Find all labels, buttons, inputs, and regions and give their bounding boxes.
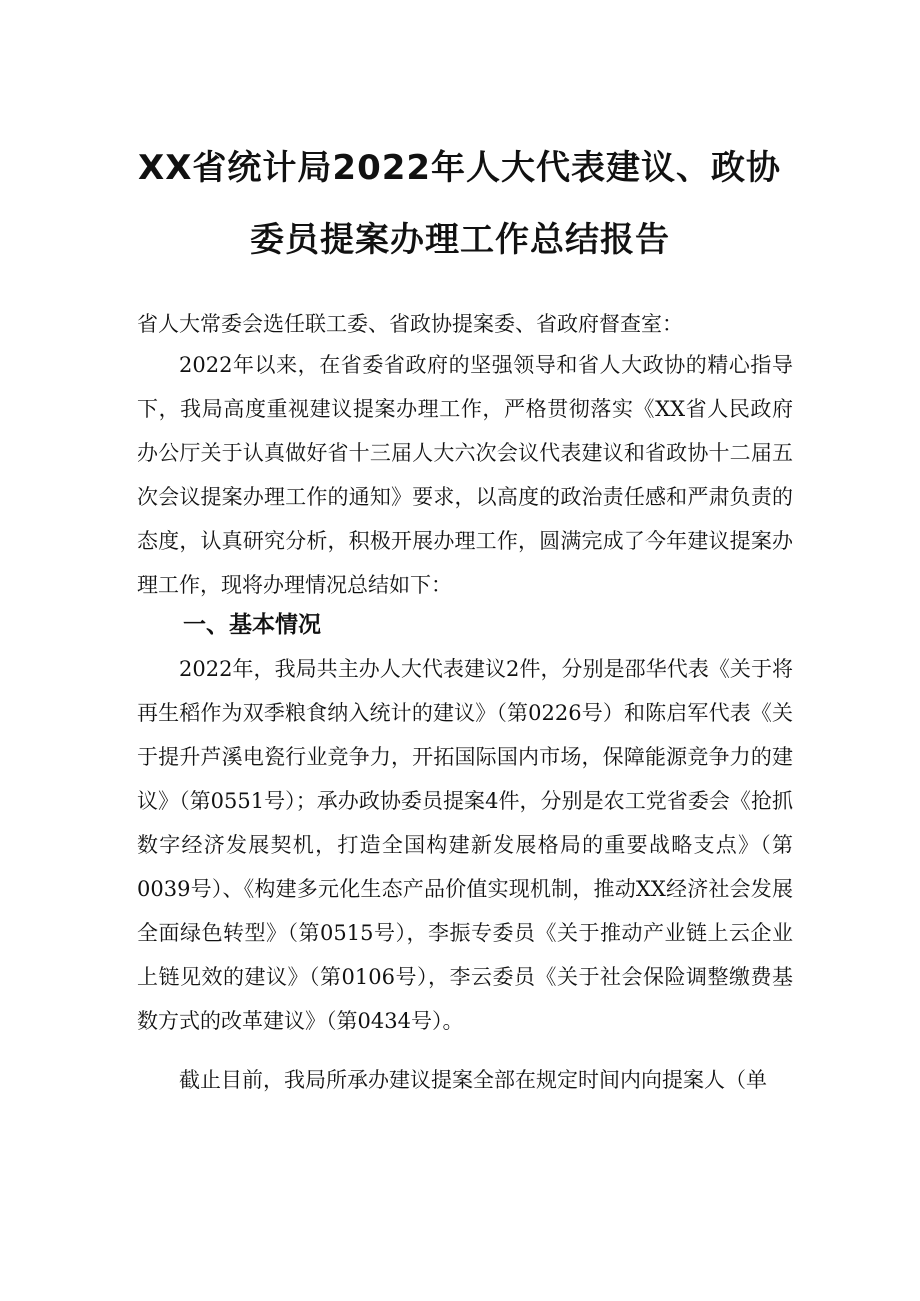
document-title-line-1: XX省统计局2022年人大代表建议、政协 — [138, 148, 782, 188]
paragraph-basic-situation-text: 2022年，我局共主办人大代表建议2件，分别是邵华代表《关于将再生稻作为双季粮食纳入统计的建议》（第0226号）和陈启军代表《关于提升芦溪电瓷行业竞争力，开拓国际国内市场，保障能源竞争力的建议》（第0551号）；承办政协委员提案4件，分别是农工党省委会《抢抓数字经济发展契机，打造全国构建新发展格局的重要战略支点》（第0039号）、《构建多元化生态产品价值实现机制，推动XX经济社会发展全面绿色转型》（第0515号），李振专委员《关于推动产业链上云企业上链见效的建议》（第0106号），李云委员《关于社会保险调整缴费基数方式的改革建议》（第0434号）。 — [137, 657, 793, 1033]
paragraph-basic-situation — [137, 647, 793, 1043]
document-title-line-2: 委员提案办理工作总结报告 — [250, 220, 670, 260]
paragraph-progress-text: 截止目前，我局所承办建议提案全部在规定时间内向提案人（单 — [179, 1068, 767, 1092]
paragraph-progress — [137, 1058, 793, 1102]
salutation: 省人大常委会选任联工委、省政协提案委、省政府督查室： — [137, 312, 683, 336]
paragraph-intro-text: 2022年以来，在省委省政府的坚强领导和省人大政协的精心指导下，我局高度重视建议提案办理工作，严格贯彻落实《XX省人民政府办公厅关于认真做好省十三届人大六次会议代表建议和省政协十二届五次会议提案办理工作的通知》要求，以高度的政治责任感和严肃负责的态度，认真研究分析，积极开展办理工作，圆满完成了今年建议提案办理工作，现将办理情况总结如下： — [137, 353, 793, 597]
section-heading-basic-situation: 一、基本情况 — [183, 612, 321, 638]
paragraph-intro — [137, 343, 793, 607]
